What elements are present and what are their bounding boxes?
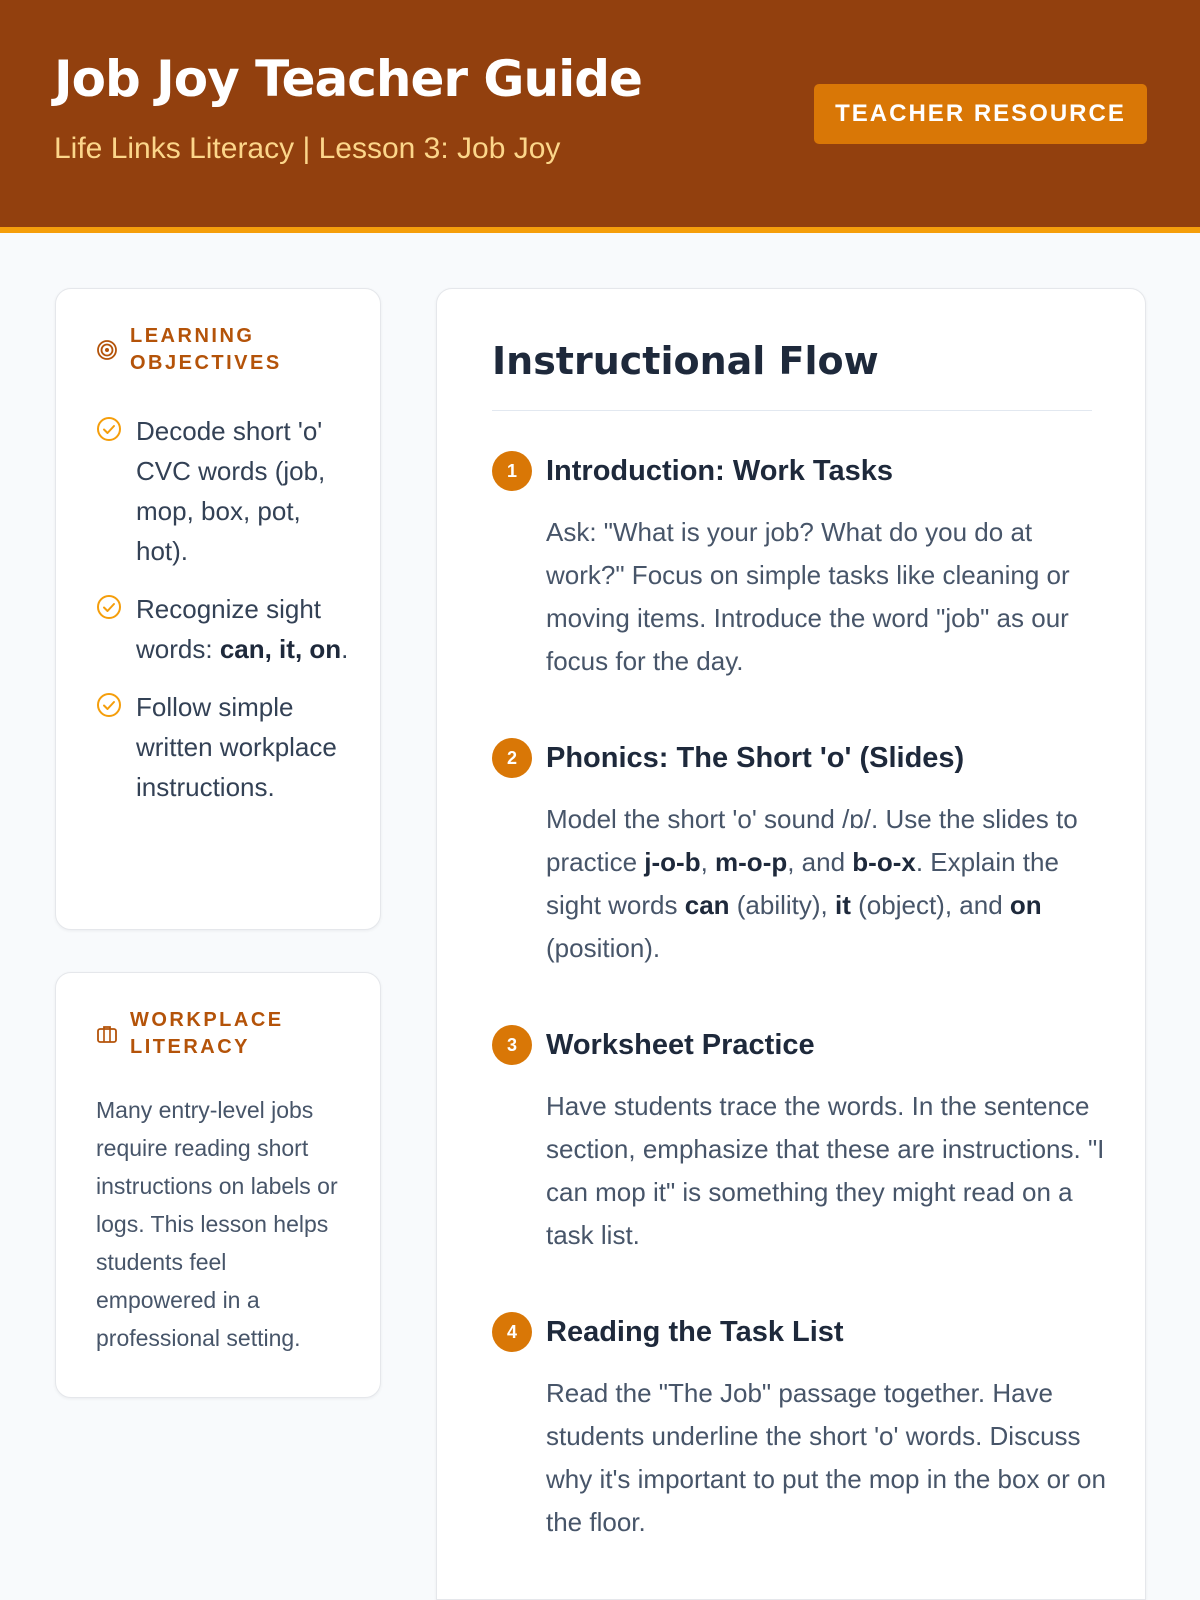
instructional-flow-heading: Instructional Flow bbox=[492, 339, 879, 383]
objective-text: Decode short 'o' CVC words (job, mop, box, pot, hot). bbox=[136, 416, 326, 566]
learning-objectives-card bbox=[55, 288, 381, 930]
step-title: Introduction: Work Tasks bbox=[546, 455, 893, 487]
teacher-resource-badge: TEACHER RESOURCE bbox=[814, 84, 1147, 144]
check-circle-icon bbox=[96, 692, 122, 718]
objective-text: Recognize sight words: can, it, on. bbox=[136, 594, 349, 664]
learning-objectives-label: LEARNING OBJECTIVES bbox=[130, 325, 282, 374]
heading-divider bbox=[492, 410, 1092, 411]
workplace-literacy-label: WORKPLACE LITERACY bbox=[130, 1009, 284, 1058]
learning-objectives-header bbox=[96, 323, 290, 377]
objectives-list bbox=[96, 411, 358, 825]
step-body: Have students trace the words. In the sentence section, emphasize that these are instructions. "I can mop it" is something they might read on a task list. bbox=[546, 1091, 1105, 1250]
target-icon bbox=[96, 339, 118, 361]
step-number: 4 bbox=[492, 1312, 532, 1352]
step-title: Reading the Task List bbox=[546, 1316, 844, 1348]
objective-text: Follow simple written workplace instructions. bbox=[136, 692, 337, 802]
step-body: Ask: "What is your job? What do you do at work?" Focus on simple tasks like cleaning or moving items. Introduce the word "job" as our focus for the day. bbox=[546, 517, 1070, 676]
workplace-literacy-text: Many entry-level jobs require reading short instructions on labels or logs. This lesson helps students feel empowered in a professional setting. bbox=[96, 1097, 338, 1351]
step-number: 2 bbox=[492, 738, 532, 778]
step-title: Phonics: The Short 'o' (Slides) bbox=[546, 742, 965, 774]
step-body: Read the "The Job" passage together. Have students underline the short 'o' words. Discuss why it's important to put the mop in the box or on the floor. bbox=[546, 1378, 1106, 1537]
workplace-literacy-header bbox=[96, 1007, 290, 1061]
step-number: 3 bbox=[492, 1025, 532, 1065]
workplace-literacy-card bbox=[55, 972, 381, 1398]
step-body: Model the short 'o' sound /ɒ/. Use the slides to practice j-o-b, m-o-p, and b-o-x. Explain the sight words can (ability), it (object), and on (position). bbox=[546, 804, 1078, 963]
page-header bbox=[0, 0, 1200, 233]
list-item bbox=[96, 687, 358, 807]
check-circle-icon bbox=[96, 594, 122, 620]
page-subtitle: Life Links Literacy | Lesson 3: Job Joy bbox=[54, 132, 561, 165]
list-item bbox=[96, 589, 358, 669]
step-title: Worksheet Practice bbox=[546, 1029, 815, 1061]
instructional-flow-card bbox=[436, 288, 1146, 1600]
step-number: 1 bbox=[492, 451, 532, 491]
list-item bbox=[96, 411, 358, 571]
page-title: Job Joy Teacher Guide bbox=[54, 50, 642, 108]
briefcase-icon bbox=[96, 1023, 118, 1045]
check-circle-icon bbox=[96, 416, 122, 442]
sight-words: can, it, on bbox=[219, 634, 342, 664]
